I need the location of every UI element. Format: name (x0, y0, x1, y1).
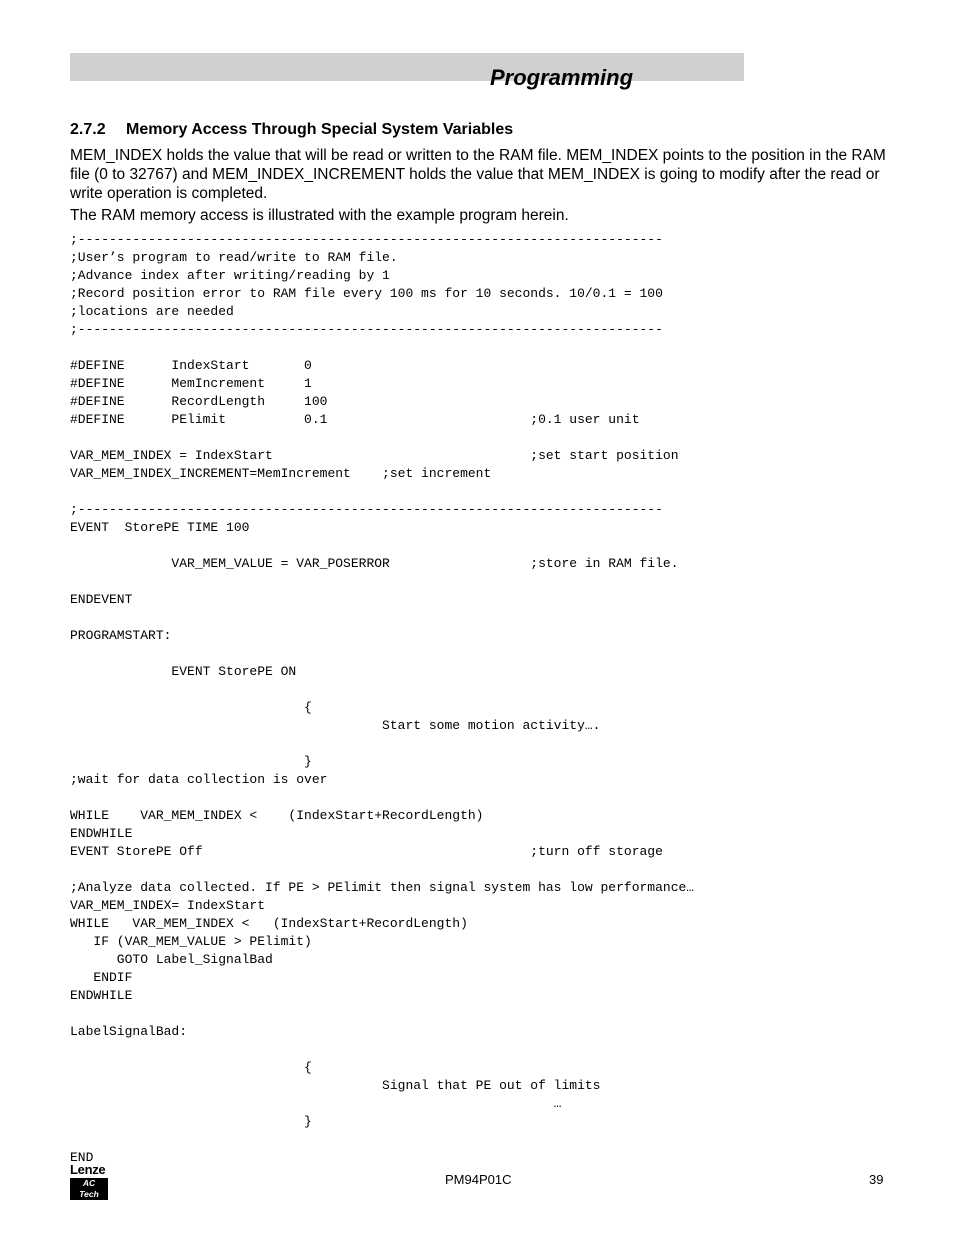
code-line: ENDEVENT (70, 592, 133, 607)
logo-actech-text: AC Tech (70, 1178, 108, 1200)
section-number: 2.7.2 (70, 121, 106, 138)
code-line: ;User’s program to read/write to RAM file. (70, 250, 398, 265)
code-line: IF (VAR_MEM_VALUE > PElimit) (70, 934, 312, 949)
code-line: ;Record position error to RAM file every 100 ms for 10 seconds. 10/0.1 = 100 (70, 286, 663, 301)
code-line (70, 1041, 830, 1059)
code-line: ;Analyze data collected. If PE > PElimit then signal system has low performance… (70, 880, 695, 895)
code-line: #DEFINE IndexStart 0 (70, 358, 312, 373)
code-line (70, 537, 830, 555)
code-line: ENDWHILE (70, 988, 133, 1003)
section-title: Memory Access Through Special System Variables (126, 121, 514, 138)
code-line: … (70, 1096, 562, 1111)
code-line: ENDWHILE (70, 826, 133, 841)
section-heading (70, 120, 513, 140)
code-line (70, 1005, 830, 1023)
code-line (70, 609, 830, 627)
code-line: } (70, 754, 312, 769)
code-line (70, 681, 830, 699)
code-line: PROGRAMSTART: (70, 628, 172, 643)
code-line: #DEFINE RecordLength 100 (70, 394, 328, 409)
code-line: { (70, 700, 312, 715)
code-line (70, 735, 830, 753)
code-line: GOTO Label_SignalBad (70, 952, 273, 967)
code-line: Start some motion activity…. (70, 718, 601, 733)
code-line (70, 339, 830, 357)
code-line (70, 645, 830, 663)
code-line (70, 1131, 830, 1149)
code-line: { (70, 1060, 312, 1075)
page-header-title: Programming (490, 65, 634, 90)
code-line: ;--------------------------------------------------------------------------- (70, 322, 663, 337)
logo-lenze-text: Lenze (70, 1162, 106, 1177)
code-line: ;Advance index after writing/reading by 1 (70, 268, 390, 283)
code-line: ;wait for data collection is over (70, 772, 328, 787)
page-number: 39 (869, 1172, 884, 1187)
code-line (70, 861, 830, 879)
code-line: } (70, 1114, 312, 1129)
code-line: Signal that PE out of limits (70, 1078, 601, 1093)
code-line: WHILE VAR_MEM_INDEX < (IndexStart+RecordLength) (70, 808, 484, 823)
code-line: EVENT StorePE ON (70, 664, 297, 679)
code-line: VAR_MEM_VALUE = VAR_POSERROR ;store in RAM file. (70, 556, 679, 571)
code-line: VAR_MEM_INDEX = IndexStart ;set start position (70, 448, 679, 463)
code-listing (70, 231, 830, 1167)
code-line: EVENT StorePE TIME 100 (70, 520, 250, 535)
illustration-paragraph: The RAM memory access is illustrated with the example program herein. (70, 207, 569, 224)
header-bar (70, 53, 744, 81)
code-line: VAR_MEM_INDEX= IndexStart (70, 898, 266, 913)
code-line: ENDIF (70, 970, 133, 985)
code-line (70, 429, 830, 447)
code-line: ;--------------------------------------------------------------------------- (70, 502, 663, 517)
code-line (70, 573, 830, 591)
document-id: PM94P01C (445, 1172, 512, 1187)
lenze-actech-logo (70, 1162, 110, 1199)
code-line: #DEFINE MemIncrement 1 (70, 376, 312, 391)
code-line: END (70, 1150, 94, 1165)
code-line (70, 789, 830, 807)
code-line: WHILE VAR_MEM_INDEX < (IndexStart+RecordLength) (70, 916, 468, 931)
intro-paragraph: MEM_INDEX holds the value that will be read or written to the RAM file. MEM_INDEX points to the position in the RAM file (0 to 32767) and MEM_INDEX_INCREMENT holds the value that MEM_INDEX is going to modify after the read or write operation is completed. (70, 147, 886, 202)
code-line: VAR_MEM_INDEX_INCREMENT=MemIncrement ;set increment (70, 466, 492, 481)
code-line: ;locations are needed (70, 304, 234, 319)
code-line: LabelSignalBad: (70, 1024, 188, 1039)
code-line: #DEFINE PElimit 0.1 ;0.1 user unit (70, 412, 640, 427)
code-line (70, 483, 830, 501)
code-line: ;--------------------------------------------------------------------------- (70, 232, 663, 247)
code-line: EVENT StorePE Off ;turn off storage (70, 844, 663, 859)
